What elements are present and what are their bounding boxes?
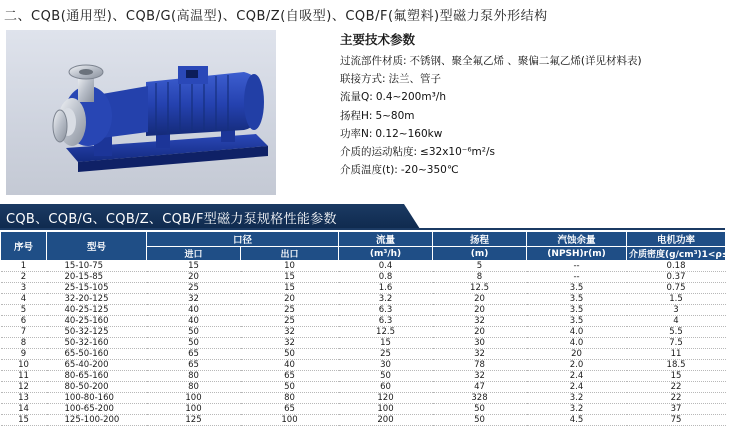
col-header-power: 电机功率	[627, 232, 726, 247]
cell-npsh: --	[527, 261, 627, 272]
table-row	[1, 404, 726, 415]
cell-npsh: 4.0	[527, 327, 627, 338]
col-header-outlet: 出口	[241, 247, 339, 261]
cell-outlet: 25	[241, 305, 339, 316]
cell-npsh: 3.5	[527, 294, 627, 305]
col-header-power-unit: 介质密度(g/cm³)1<ρ≤1.3	[627, 247, 726, 261]
table-row	[1, 382, 726, 393]
spec-label: 介质温度(t):	[340, 164, 398, 177]
spec-value: 0.4~200m³/h	[375, 91, 446, 104]
cell-outlet: 20	[241, 294, 339, 305]
cell-outlet: 80	[241, 393, 339, 404]
cell-inlet: 20	[147, 272, 241, 283]
cell-power: 0.75	[627, 283, 726, 294]
cell-outlet: 10	[241, 261, 339, 272]
spec-value: 不锈钢、聚全氟乙烯 、聚偏二氟乙烯(详见材料表)	[409, 55, 642, 67]
cell-outlet: 100	[241, 415, 339, 426]
spec-viscosity	[340, 143, 720, 161]
cell-inlet: 50	[147, 338, 241, 349]
cell-model: 50-32-160	[47, 338, 147, 349]
cell-head: 47	[433, 382, 527, 393]
spec-label: 功率N:	[340, 127, 373, 140]
cell-npsh: 2.4	[527, 382, 627, 393]
cell-outlet: 32	[241, 327, 339, 338]
cell-power: 75	[627, 415, 726, 426]
cell-inlet: 32	[147, 294, 241, 305]
cell-model: 40-25-160	[47, 316, 147, 327]
cell-flow: 6.3	[339, 305, 433, 316]
table-row	[1, 283, 726, 294]
cell-flow: 1.6	[339, 283, 433, 294]
cell-power: 5.5	[627, 327, 726, 338]
cell-outlet: 65	[241, 371, 339, 382]
spec-head	[340, 107, 720, 125]
cell-power: 11	[627, 349, 726, 360]
spec-flow	[340, 88, 720, 106]
cell-model: 32-20-125	[47, 294, 147, 305]
spec-value: -20~350℃	[400, 164, 459, 177]
cell-flow: 12.5	[339, 327, 433, 338]
cell-head: 5	[433, 261, 527, 272]
cell-inlet: 40	[147, 305, 241, 316]
cell-flow: 0.4	[339, 261, 433, 272]
cell-outlet: 25	[241, 316, 339, 327]
cell-no: 5	[1, 305, 47, 316]
table-row	[1, 415, 726, 426]
spec-label: 介质的运动粘度:	[340, 146, 418, 159]
table-row	[1, 360, 726, 371]
cell-flow: 25	[339, 349, 433, 360]
cell-power: 0.37	[627, 272, 726, 283]
banner-divider	[0, 228, 725, 230]
spec-label: 扬程H:	[340, 109, 373, 122]
cell-npsh: 2.0	[527, 360, 627, 371]
cell-no: 1	[1, 261, 47, 272]
cell-outlet: 32	[241, 338, 339, 349]
cell-inlet: 100	[147, 404, 241, 415]
cell-power: 15	[627, 371, 726, 382]
spec-table-body	[1, 261, 726, 426]
table-row	[1, 316, 726, 327]
cell-npsh: --	[527, 272, 627, 283]
cell-no: 10	[1, 360, 47, 371]
cell-head: 50	[433, 415, 527, 426]
cell-model: 25-15-105	[47, 283, 147, 294]
cell-npsh: 3.5	[527, 305, 627, 316]
cell-power: 7.5	[627, 338, 726, 349]
cell-no: 4	[1, 294, 47, 305]
cell-model: 15-10-75	[47, 261, 147, 272]
spec-label: 过流部件材质:	[340, 55, 407, 67]
pump-photo	[6, 30, 276, 195]
table-row	[1, 294, 726, 305]
table-row	[1, 349, 726, 360]
cell-npsh: 2.4	[527, 371, 627, 382]
cell-no: 7	[1, 327, 47, 338]
cell-inlet: 25	[147, 283, 241, 294]
cell-npsh: 4.0	[527, 338, 627, 349]
col-header-flow-unit: (m³/h)	[339, 247, 433, 261]
spec-temperature	[340, 161, 720, 179]
cell-npsh: 20	[527, 349, 627, 360]
cell-flow: 60	[339, 382, 433, 393]
cell-power: 4	[627, 316, 726, 327]
cell-no: 11	[1, 371, 47, 382]
cell-flow: 6.3	[339, 316, 433, 327]
col-header-bore: 口径	[147, 232, 339, 247]
cell-no: 6	[1, 316, 47, 327]
specs-heading: 主要技术参数	[340, 32, 416, 47]
cell-flow: 120	[339, 393, 433, 404]
cell-flow: 50	[339, 371, 433, 382]
cell-model: 100-80-160	[47, 393, 147, 404]
cell-power: 0.18	[627, 261, 726, 272]
cell-flow: 100	[339, 404, 433, 415]
cell-model: 80-50-200	[47, 382, 147, 393]
cell-head: 8	[433, 272, 527, 283]
cell-head: 30	[433, 338, 527, 349]
cell-power: 3	[627, 305, 726, 316]
spec-power	[340, 125, 720, 143]
col-header-npsh-unit: (NPSH)r(m)	[527, 247, 627, 261]
cell-outlet: 50	[241, 382, 339, 393]
col-header-model: 型号	[47, 232, 147, 261]
col-header-head: 扬程	[433, 232, 527, 247]
table-row	[1, 371, 726, 382]
cell-head: 32	[433, 316, 527, 327]
cell-npsh: 3.2	[527, 404, 627, 415]
cell-inlet: 80	[147, 382, 241, 393]
cell-inlet: 50	[147, 327, 241, 338]
spec-value: 法兰、管子	[388, 73, 442, 86]
cell-no: 15	[1, 415, 47, 426]
spec-label: 联接方式:	[340, 73, 386, 86]
cell-power: 1.5	[627, 294, 726, 305]
cell-outlet: 40	[241, 360, 339, 371]
table-row	[1, 261, 726, 272]
spec-value: 5~80m	[375, 109, 415, 122]
cell-inlet: 125	[147, 415, 241, 426]
cell-outlet: 65	[241, 404, 339, 415]
cell-npsh: 3.5	[527, 316, 627, 327]
table-row	[1, 305, 726, 316]
cell-no: 12	[1, 382, 47, 393]
cell-model: 50-32-125	[47, 327, 147, 338]
cell-inlet: 100	[147, 393, 241, 404]
cell-flow: 15	[339, 338, 433, 349]
cell-inlet: 15	[147, 261, 241, 272]
spec-label: 流量Q:	[340, 91, 373, 104]
cell-flow: 3.2	[339, 294, 433, 305]
cell-head: 20	[433, 294, 527, 305]
cell-no: 3	[1, 283, 47, 294]
cell-npsh: 3.2	[527, 393, 627, 404]
technical-specs	[340, 30, 720, 179]
col-header-inlet: 进口	[147, 247, 241, 261]
cell-npsh: 3.5	[527, 283, 627, 294]
spec-value: 0.12~160kw	[375, 127, 443, 140]
cell-inlet: 65	[147, 349, 241, 360]
cell-model: 80-65-160	[47, 371, 147, 382]
table-row	[1, 393, 726, 404]
cell-power: 37	[627, 404, 726, 415]
spec-material	[340, 52, 720, 70]
spec-value: ≤32x10⁻⁶m²/s	[420, 146, 495, 159]
spec-table	[0, 231, 745, 426]
col-header-flow: 流量	[339, 232, 433, 247]
cell-model: 20-15-85	[47, 272, 147, 283]
cell-model: 65-40-200	[47, 360, 147, 371]
cell-no: 13	[1, 393, 47, 404]
cell-model: 40-25-125	[47, 305, 147, 316]
table-title: CQB、CQB/G、CQB/Z、CQB/F型磁力泵规格性能参数	[6, 212, 337, 227]
cell-no: 8	[1, 338, 47, 349]
cell-head: 32	[433, 349, 527, 360]
cell-head: 50	[433, 404, 527, 415]
cell-model: 125-100-200	[47, 415, 147, 426]
cell-power: 22	[627, 382, 726, 393]
cell-power: 18.5	[627, 360, 726, 371]
table-row	[1, 272, 726, 283]
cell-model: 65-50-160	[47, 349, 147, 360]
cell-no: 14	[1, 404, 47, 415]
cell-flow: 30	[339, 360, 433, 371]
cell-head: 20	[433, 327, 527, 338]
cell-head: 328	[433, 393, 527, 404]
cell-head: 78	[433, 360, 527, 371]
col-header-npsh: 汽蚀余量	[527, 232, 627, 247]
cell-outlet: 50	[241, 349, 339, 360]
cell-head: 12.5	[433, 283, 527, 294]
cell-inlet: 40	[147, 316, 241, 327]
cell-outlet: 15	[241, 283, 339, 294]
cell-power: 22	[627, 393, 726, 404]
cell-no: 9	[1, 349, 47, 360]
cell-head: 32	[433, 371, 527, 382]
cell-model: 100-65-200	[47, 404, 147, 415]
spec-connection	[340, 70, 720, 88]
page-title: 二、CQB(通用型)、CQB/G(高温型)、CQB/Z(自吸型)、CQB/F(氟塑料)型磁力泵外形结构	[4, 9, 548, 24]
cell-inlet: 65	[147, 360, 241, 371]
table-row	[1, 327, 726, 338]
col-header-head-unit: (m)	[433, 247, 527, 261]
cell-head: 20	[433, 305, 527, 316]
cell-no: 2	[1, 272, 47, 283]
magnetic-pump-illustration	[6, 30, 276, 195]
cell-inlet: 80	[147, 371, 241, 382]
cell-npsh: 4.5	[527, 415, 627, 426]
cell-flow: 200	[339, 415, 433, 426]
table-banner	[0, 204, 725, 229]
table-row	[1, 338, 726, 349]
col-header-index: 序号	[1, 232, 47, 261]
cell-flow: 0.8	[339, 272, 433, 283]
cell-outlet: 15	[241, 272, 339, 283]
